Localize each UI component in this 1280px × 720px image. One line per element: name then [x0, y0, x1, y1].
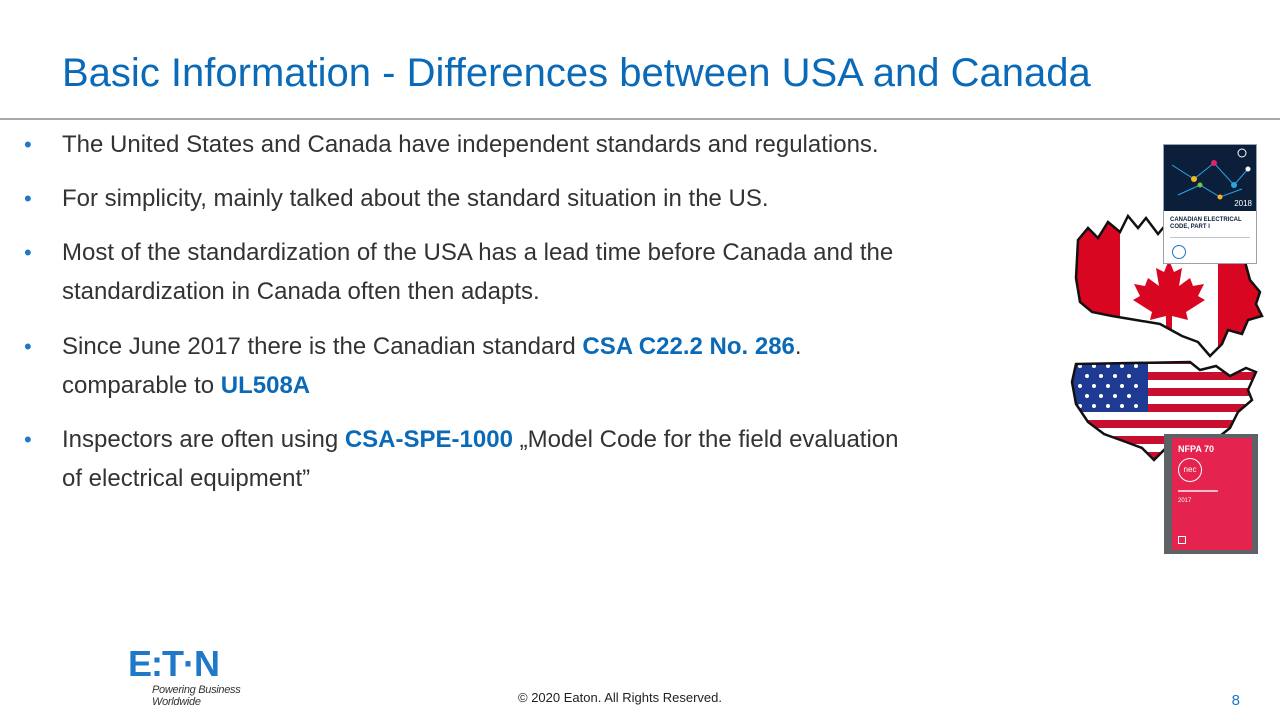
book-year: 2018 [1234, 199, 1252, 208]
csa-logo-icon [1172, 245, 1186, 259]
standard-highlight: CSA C22.2 No. 286 [582, 333, 795, 360]
book-rule [1178, 490, 1218, 492]
bullet-text: of electrical equipment” [62, 465, 311, 492]
book-year: 2017 [1178, 498, 1192, 504]
book-cover [1172, 438, 1252, 550]
nfpa-70-nec-book [1164, 434, 1258, 554]
bullet-text: standardization in Canada often then adapts. [62, 278, 540, 305]
bullet-item [62, 420, 1022, 498]
nec-logo-icon: nec [1178, 458, 1202, 482]
bullet-item [62, 179, 1022, 218]
book-label: NFPA 70 [1178, 444, 1215, 454]
eaton-logo [128, 643, 288, 708]
bullet-text: For simplicity, mainly talked about the standard situation in the US. [62, 185, 769, 212]
bullet-text: Most of the standardization of the USA has a lead time before Canada and the [62, 239, 894, 266]
book-seal-icon [1178, 536, 1186, 544]
copyright-notice: © 2020 Eaton. All Rights Reserved. [518, 690, 722, 705]
bullet-item [62, 327, 1022, 405]
bullet-text: . [794, 333, 802, 360]
standard-highlight: UL508A [220, 372, 311, 399]
bullet-text: The United States and Canada have independent standards and regulations. [62, 131, 879, 158]
standard-highlight: CSA-SPE-1000 [344, 426, 513, 453]
book-rule [1170, 237, 1250, 238]
bullet-text: Inspectors are often using [62, 426, 345, 453]
bullet-text: „Model Code for the field evaluation [512, 426, 899, 453]
bullet-text: comparable to [62, 372, 221, 399]
book-title: CANADIAN ELECTRICAL CODE, PART I [1170, 217, 1242, 230]
eaton-logo-word: E:T·N [128, 643, 219, 684]
bullet-item [62, 233, 1022, 311]
canadian-electrical-code-book [1163, 144, 1257, 264]
bullet-item [62, 125, 1022, 164]
bullet-text: Since June 2017 there is the Canadian standard [62, 333, 583, 360]
page-number: 8 [1231, 692, 1240, 709]
slide-title: Basic Information - Differences between USA and Canada [62, 51, 1091, 95]
eaton-logo-tagline: Powering Business Worldwide [152, 684, 241, 708]
